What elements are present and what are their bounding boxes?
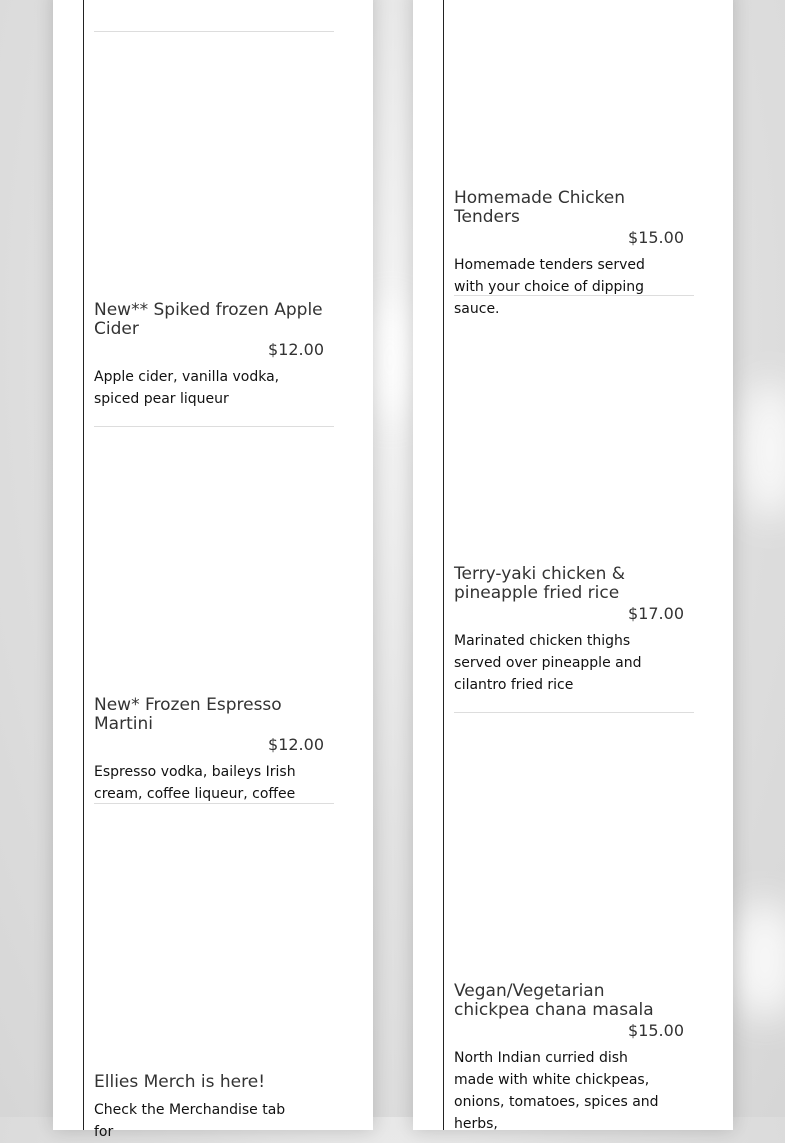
menu-panel-right [413,0,733,1130]
menu-divider [454,295,694,296]
menu-divider [94,426,334,427]
menu-item[interactable] [454,982,694,1135]
menu-item-description: North Indian curried dish made with white chickpeas, onions, tomatoes, spices and herbs, [454,1050,659,1132]
menu-divider [94,803,334,804]
menu-item-price: $12.00 [268,735,324,754]
menu-item-description: Check the Merchandise tab for [94,1102,286,1140]
menu-item-description: Marinated chicken thighs served over pineapple and cilantro fried rice [454,633,642,693]
menu-item-description: Espresso vodka, baileys Irish cream, coffee liqueur, coffee [94,764,296,802]
menu-item[interactable] [454,565,694,696]
menu-item-price: $15.00 [628,228,684,247]
menu-item[interactable] [94,1073,334,1143]
menu-item-name: Ellies Merch is here! [94,1072,266,1092]
menu-item[interactable] [94,696,334,805]
menu-divider [94,31,334,32]
menu-item-name: Terry-yaki chicken & pineapple fried rice [454,564,626,603]
menu-column-left [83,0,373,1140]
menu-item-name: Vegan/Vegetarian chickpea chana masala [454,981,654,1020]
menu-item-description: Apple cider, vanilla vodka, spiced pear liqueur [94,369,280,407]
menu-item-name: Homemade Chicken Tenders [454,188,626,227]
menu-item-description: Homemade tenders served with your choice of dipping sauce. [454,257,645,317]
menu-column-right [443,0,733,1130]
menu-item-price: $12.00 [268,340,324,359]
menu-divider [454,712,694,713]
background-blob [730,900,785,1020]
menu-item-name: New* Frozen Espresso Martini [94,695,282,734]
menu-item[interactable] [94,301,334,410]
menu-item[interactable] [454,189,694,320]
menu-panel-left [53,0,373,1140]
background-blob [740,380,785,520]
menu-item-name: New** Spiked frozen Apple Cider [94,300,323,339]
menu-item-price: $15.00 [628,1021,684,1040]
menu-item-price: $17.00 [628,604,684,623]
